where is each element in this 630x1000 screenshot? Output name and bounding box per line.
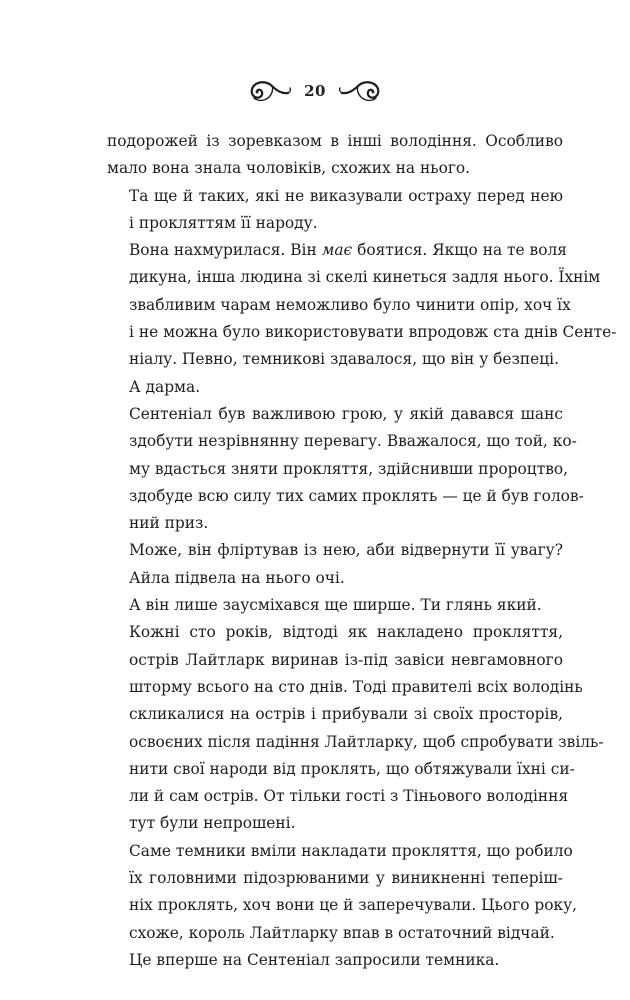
right-flourish-ornament-icon — [338, 78, 382, 104]
text-line: звабливим чарам неможливо було чинити опір, хоч їх — [129, 295, 571, 314]
text-line: мало вона знала чоловіків, схожих на нього. — [107, 159, 471, 178]
text-line: і прокляттям її народу. — [129, 213, 318, 232]
paragraph — [107, 592, 563, 619]
paragraph — [107, 619, 604, 837]
paragraph — [107, 401, 584, 537]
paragraph — [107, 237, 617, 373]
text-line: освоєних після падіння Лайтларку, щоб спробувати звіль- — [129, 732, 604, 751]
text-line: і не можна було використовувати впродовж ста днів Сенте- — [129, 323, 617, 342]
emphasis-text: має — [321, 241, 353, 260]
text-line: Айла підвела на нього очі. — [129, 568, 345, 587]
text-line: ний приз. — [129, 514, 209, 533]
paragraph — [107, 838, 578, 947]
text-line: здобути незрівнянну перевагу. Вважалося, що той, ко- — [129, 432, 577, 451]
paragraph — [107, 374, 563, 401]
text-line: Та ще й таких, які не виказували остраху перед нею — [129, 186, 563, 205]
text-line: дикуна, інша людина зі скелі кинеться задля нього. Їхнім — [129, 268, 601, 287]
text-line: їх головними підозрюваними у виникненні теперіш- — [129, 869, 563, 888]
paragraph — [107, 128, 563, 183]
text-line: острів Лайтларк виринав із-під завіси невгамовного — [129, 650, 563, 669]
text-line: скликалися на острів і прибували зі своїх просторів, — [129, 705, 563, 724]
body-text — [107, 128, 617, 974]
text-line: Саме темники вміли накладати прокляття, що робило — [129, 841, 573, 860]
text-line: Сентеніал був важливою грою, у якій давався шанс — [129, 404, 563, 423]
text-line: му вдасться зняти прокляття, здійснивши пророцтво, — [129, 459, 569, 478]
text-line: здобуде всю силу тих самих проклять — це й був голов- — [129, 486, 584, 505]
text-line: Може, він фліртував із нею, аби відвернути її увагу? — [129, 541, 563, 560]
paragraph — [107, 537, 563, 592]
text-line: нити свої народи від проклять, що обтяжували їхні си- — [129, 759, 575, 778]
text-line: схоже, король Лайтларку впав в остаточний відчай. — [129, 923, 555, 942]
text-line: А він лише заусміхався ще ширше. Ти глянь який. — [129, 596, 542, 615]
text-line: подорожей із зоревказом в інші володіння. Особливо — [107, 132, 563, 150]
text-line — [107, 237, 567, 264]
text-line: шторму всього на сто днів. Тоді правителі всіх володінь — [129, 677, 583, 696]
text-line: Це вперше на Сентеніал запросили темника. — [129, 950, 500, 969]
page-number: 20 — [304, 82, 326, 100]
text-line: ніалу. Певно, темникові здавалося, що він у безпеці. — [129, 350, 559, 369]
text-line: тут були непрошені. — [129, 814, 296, 833]
text-line: ли й сам острів. От тільки гості з Тіньового володіння — [129, 787, 569, 806]
text-line: Кожні сто років, відтоді як накладено прокляття, — [129, 623, 563, 642]
left-flourish-ornament-icon — [248, 78, 292, 104]
paragraph — [107, 947, 563, 974]
text-line: А дарма. — [129, 377, 201, 396]
text-fragment: боятися. Якщо на те воля — [352, 241, 567, 260]
text-line: ніх проклять, хоч вони це й заперечували. Цього року, — [129, 896, 578, 915]
paragraph — [107, 183, 563, 238]
page-header — [0, 76, 630, 106]
text-fragment: Вона нахмурилася. Він — [129, 241, 322, 260]
